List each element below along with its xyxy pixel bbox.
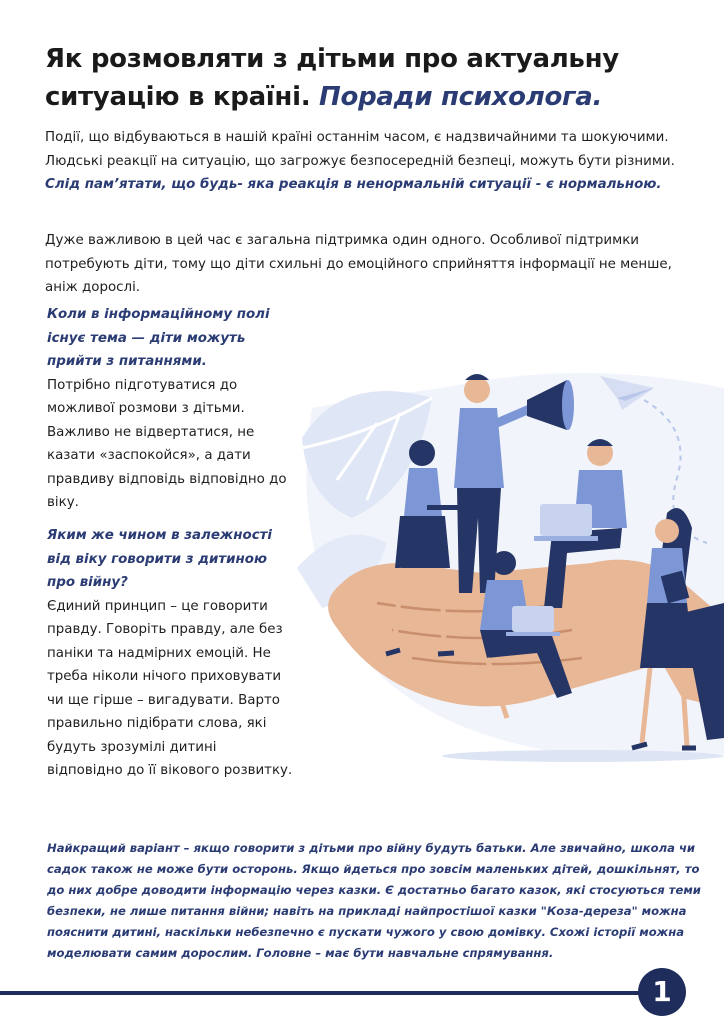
conclusion-paragraph: Найкращий варіант – якщо говорити з дітьми про війну будуть батьки. Але звичайно, школа чи садок також не може бути осторонь. Якщо йдеться про зовсім маленьких дітей, дошкільнят, то до них добре доводити інформацію через казки. Є достатньо багато казок, які стосуються теми безпеки, не лише питання війни; навіть на прикладі найпростішої казки "Коза-дереза" можна пояснити дитині, наскільки небезпечно є пускати чужого у свою домівку. Схожі історії можна моделювати самим дорослим. Головне – має бути навчальне спрямування. — [47, 841, 701, 960]
laptop-icon-center — [506, 606, 560, 636]
laptop-icon — [534, 504, 598, 541]
page-number-badge: 1 — [638, 968, 686, 1016]
section-questions-body: Потрібно підготуватися до можливої розмови з дітьми. Важливо не відвертатися, не казати «заспокойся», а дати правдиву відповідь відповідно до віку. — [47, 377, 287, 510]
section-age-heading: Яким же чином в залежності від віку говорити з дитиною про війну? — [47, 528, 272, 590]
psychology-illustration — [282, 368, 724, 768]
support-paragraph: Дуже важливою в цей час є загальна підтримка один одного. Особливої підтримки потребують діти, тому що діти схильні до емоційного сприйняття інформації не менше, аніж дорослі. — [45, 233, 672, 295]
intro-emphasis: Слід пам’ятати, що будь- яка реакція в ненормальній ситуації - є нормальною. — [45, 177, 662, 192]
section-age — [47, 524, 295, 783]
section-questions — [47, 303, 295, 515]
intro-text: Події, що відбуваються в нашій країні останнім часом, є надзвичайними та шокуючими. Людські реакції на ситуацію, що загрожує безпосередній безпеці, можуть бути різними. — [45, 130, 675, 169]
page-title — [45, 40, 705, 116]
title-accent: Поради психолога. — [319, 82, 603, 112]
intro-paragraph — [45, 126, 690, 197]
section-questions-heading: Коли в інформаційному полі існує тема — діти можуть прийти з питаннями. — [47, 307, 270, 369]
title-main: Як розмовляти з дітьми про актуальну ситуацію в країні. — [45, 44, 619, 112]
footer-divider — [0, 991, 648, 995]
section-age-body: Єдиний принцип – це говорити правду. Говоріть правду, але без паніки та надмірних емоцій. Не треба ніколи нічого приховувати чи ще гірше – вигадувати. Варто правильно підібрати слова, які будуть зрозумілі дитині відповідно до її вікового розвитку. — [47, 598, 293, 778]
